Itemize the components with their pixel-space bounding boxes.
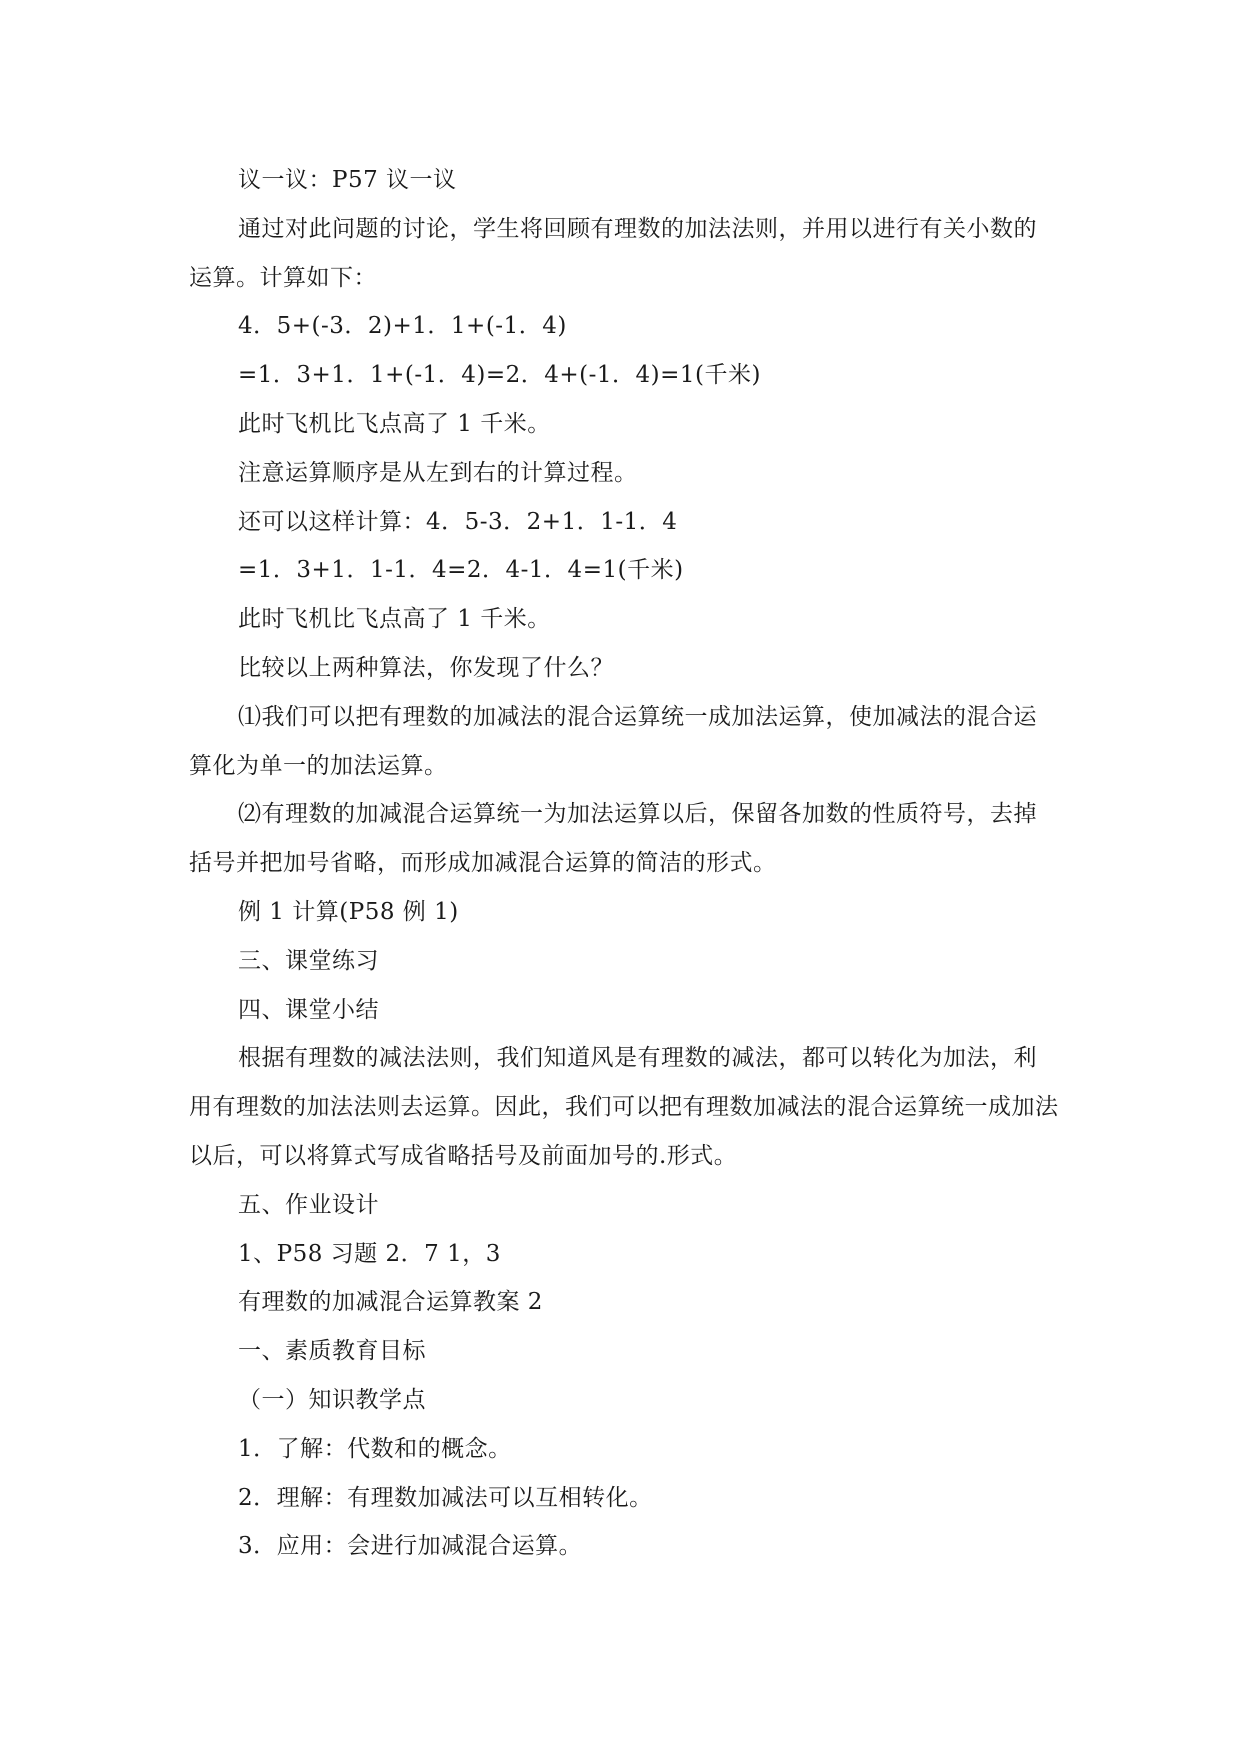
paragraph-example-1: 例 1 计算(P58 例 1) — [238, 898, 459, 925]
paragraph-conclusion-1: 此时飞机比飞点高了 1 千米。 — [238, 410, 551, 437]
document-subtitle-plan-2: 有理数的加减混合运算教案 2 — [238, 1289, 543, 1316]
paragraph-point-1: ⑴我们可以把有理数的加减法的混合运算统一成加法运算，使加减法的混合运算化为单一的加法运算。 — [189, 703, 1037, 779]
paragraph-discussion-heading: 议一议：P57 议一议 — [238, 167, 457, 193]
paragraph-discussion-intro: 通过对此问题的讨论，学生将回顾有理数的加法法则，并用以进行有关小数的运算。计算如下： — [189, 215, 1037, 291]
paragraph-homework-item: 1、P58 习题 2．7 1，3 — [238, 1240, 501, 1267]
paragraph-expression-1: 4．5+(-3．2)+1．1+(-1．4) — [238, 313, 567, 340]
list-item-understand: 1．了解：代数和的概念。 — [238, 1435, 512, 1462]
paragraph-summary: 根据有理数的减法法则，我们知道风是有理数的减法，都可以转化为加法，利用有理数的加法法则去运算。因此，我们可以把有理数加减法的混合运算统一成加法以后，可以将算式写成省略括号及前面加号的.形式。 — [189, 1045, 1059, 1169]
section-heading-goals: 一、素质教育目标 — [238, 1338, 426, 1365]
paragraph-expression-2: 还可以这样计算：4．5-3．2+1．1-1．4 — [238, 508, 678, 535]
section-heading-practice: 三、课堂练习 — [238, 947, 379, 974]
list-item-comprehend: 2．理解：有理数加减法可以互相转化。 — [238, 1484, 653, 1511]
list-item-apply: 3．应用：会进行加减混合运算。 — [238, 1533, 583, 1560]
section-heading-summary: 四、课堂小结 — [238, 996, 379, 1023]
paragraph-order-note: 注意运算顺序是从左到右的计算过程。 — [238, 459, 638, 486]
paragraph-conclusion-2: 此时飞机比飞点高了 1 千米。 — [238, 606, 551, 633]
subsection-heading-knowledge: （一）知识教学点 — [238, 1386, 426, 1413]
paragraph-point-2: ⑵有理数的加减混合运算统一为加法运算以后，保留各加数的性质符号，去掉括号并把加号省略，而形成加减混合运算的简洁的形式。 — [189, 801, 1037, 877]
document-body — [189, 156, 1059, 1571]
paragraph-expression-2-result: =1．3+1．1-1．4=2．4-1．4=1(千米) — [238, 557, 684, 584]
paragraph-expression-1-result: =1．3+1．1+(-1．4)=2．4+(-1．4)=1(千米) — [238, 362, 761, 389]
section-heading-homework: 五、作业设计 — [238, 1191, 379, 1218]
paragraph-comparison-question: 比较以上两种算法，你发现了什么？ — [238, 654, 614, 681]
